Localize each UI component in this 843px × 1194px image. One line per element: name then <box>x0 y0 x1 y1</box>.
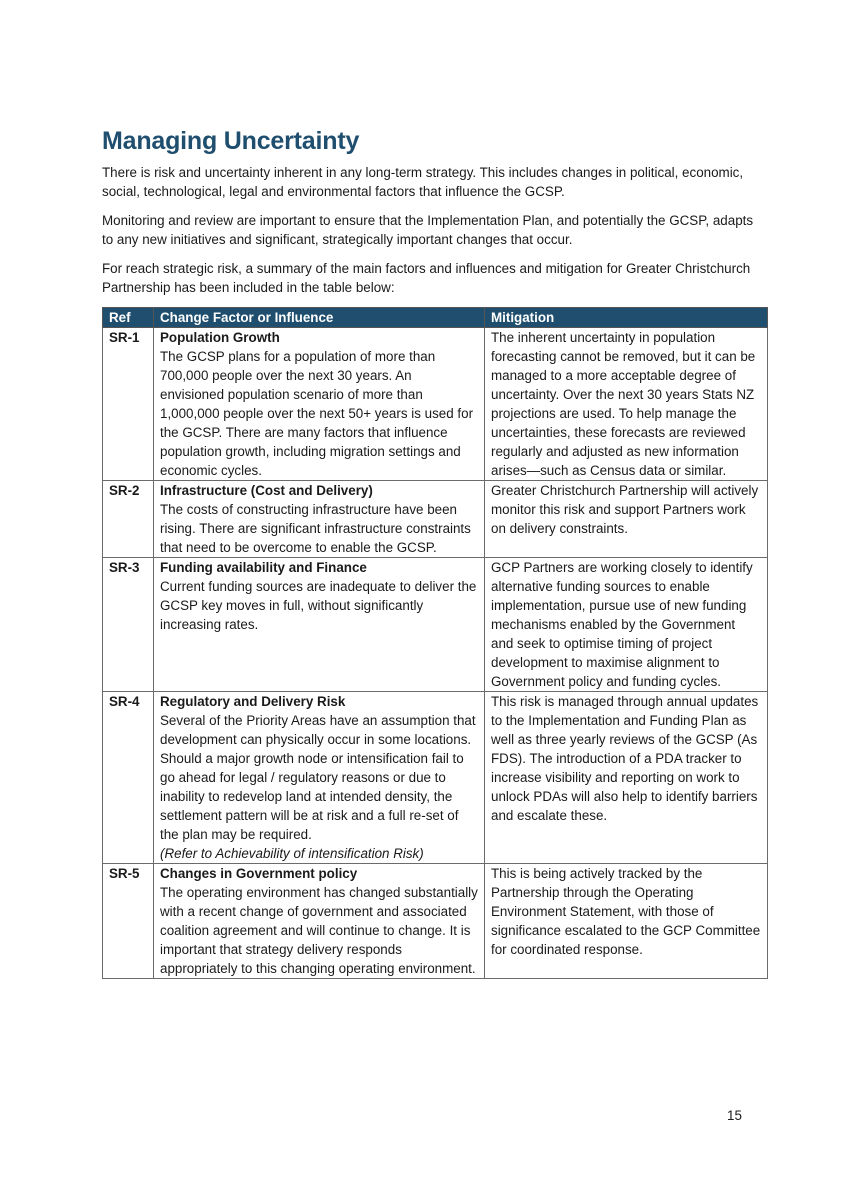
factor-title: Funding availability and Finance <box>160 560 367 575</box>
table-row <box>103 481 768 558</box>
intro-paragraph-3: For reach strategic risk, a summary of the main factors and influences and mitigation for Greater Christchurch Partnership has been included in the table below: <box>102 261 751 295</box>
intro-paragraph-1: There is risk and uncertainty inherent in any long-term strategy. This includes changes in political, economic, social, technological, legal and environmental factors that influence the GCSP. <box>102 165 744 199</box>
factor-note: (Refer to Achievability of intensification Risk) <box>160 846 424 861</box>
change-factor-cell <box>154 692 485 864</box>
factor-description: The operating environment has changed substantially with a recent change of government and associated coalition agreement and will continue to change. It is important that strategy delivery responds appropriately to this changing operating environment. <box>160 885 478 976</box>
factor-description: Current funding sources are inadequate to deliver the GCSP key moves in full, without significantly increasing rates. <box>160 579 477 632</box>
table-row <box>103 692 768 864</box>
risk-ref: SR-4 <box>103 692 154 864</box>
factor-description: Several of the Priority Areas have an assumption that development can physically occur in some locations. Should a major growth node or intensification fail to go ahead for legal / regulatory reasons or due to inability to redevelop land at intended density, the settlement pattern will be at risk and a full re-set of the plan may be required. <box>160 713 476 842</box>
risk-ref: SR-3 <box>103 558 154 692</box>
risk-ref: SR-1 <box>103 328 154 481</box>
mitigation-cell: Greater Christchurch Partnership will actively monitor this risk and support Partners work on delivery constraints. <box>485 481 768 558</box>
factor-title: Infrastructure (Cost and Delivery) <box>160 483 373 498</box>
factor-title: Changes in Government policy <box>160 866 358 881</box>
factor-description: The GCSP plans for a population of more than 700,000 people over the next 30 years. An envisioned population scenario of more than 1,000,000 people over the next 50+ years is used for the GCSP. There are many factors that influence population growth, including migration settings and economic cycles. <box>160 349 474 478</box>
intro-paragraph-2: Monitoring and review are important to ensure that the Implementation Plan, and potentially the GCSP, adapts to any new initiatives and significant, strategically important changes that occur. <box>102 213 754 247</box>
factor-title: Regulatory and Delivery Risk <box>160 694 346 709</box>
page-content <box>102 125 767 979</box>
mitigation-cell: GCP Partners are working closely to identify alternative funding sources to enable implementation, pursue use of new funding mechanisms enabled by the Government and seek to optimise timing of project development to maximise alignment to Government policy and funding cycles. <box>485 558 768 692</box>
change-factor-cell <box>154 558 485 692</box>
factor-description: The costs of constructing infrastructure have been rising. There are significant infrastructure constraints that need to be overcome to enable the GCSP. <box>160 502 471 555</box>
header-mitigation: Mitigation <box>485 308 768 328</box>
mitigation-cell: This risk is managed through annual updates to the Implementation and Funding Plan as well as three yearly reviews of the GCSP (As FDS). The introduction of a PDA tracker to increase visibility and reporting on work to unlock PDAs will also help to identify barriers and escalate these. <box>485 692 768 864</box>
change-factor-cell <box>154 328 485 481</box>
header-change-factor: Change Factor or Influence <box>154 308 485 328</box>
risk-table <box>102 307 768 979</box>
page-title: Managing Uncertainty <box>102 127 360 155</box>
change-factor-cell <box>154 481 485 558</box>
header-ref: Ref <box>103 308 154 328</box>
risk-ref: SR-5 <box>103 864 154 979</box>
page-number: 15 <box>727 1108 742 1123</box>
mitigation-cell: The inherent uncertainty in population forecasting cannot be removed, but it can be managed to a more acceptable degree of uncertainty. Over the next 30 years Stats NZ projections are used. To help manage the uncertainties, these forecasts are reviewed regularly and adjusted as new information arises—such as Census data or similar. <box>485 328 768 481</box>
change-factor-cell <box>154 864 485 979</box>
table-row <box>103 864 768 979</box>
table-header-row <box>103 308 768 328</box>
factor-title: Population Growth <box>160 330 280 345</box>
risk-ref: SR-2 <box>103 481 154 558</box>
mitigation-cell: This is being actively tracked by the Partnership through the Operating Environment Statement, with those of significance escalated to the GCP Committee for coordinated response. <box>485 864 768 979</box>
table-row <box>103 328 768 481</box>
table-row <box>103 558 768 692</box>
